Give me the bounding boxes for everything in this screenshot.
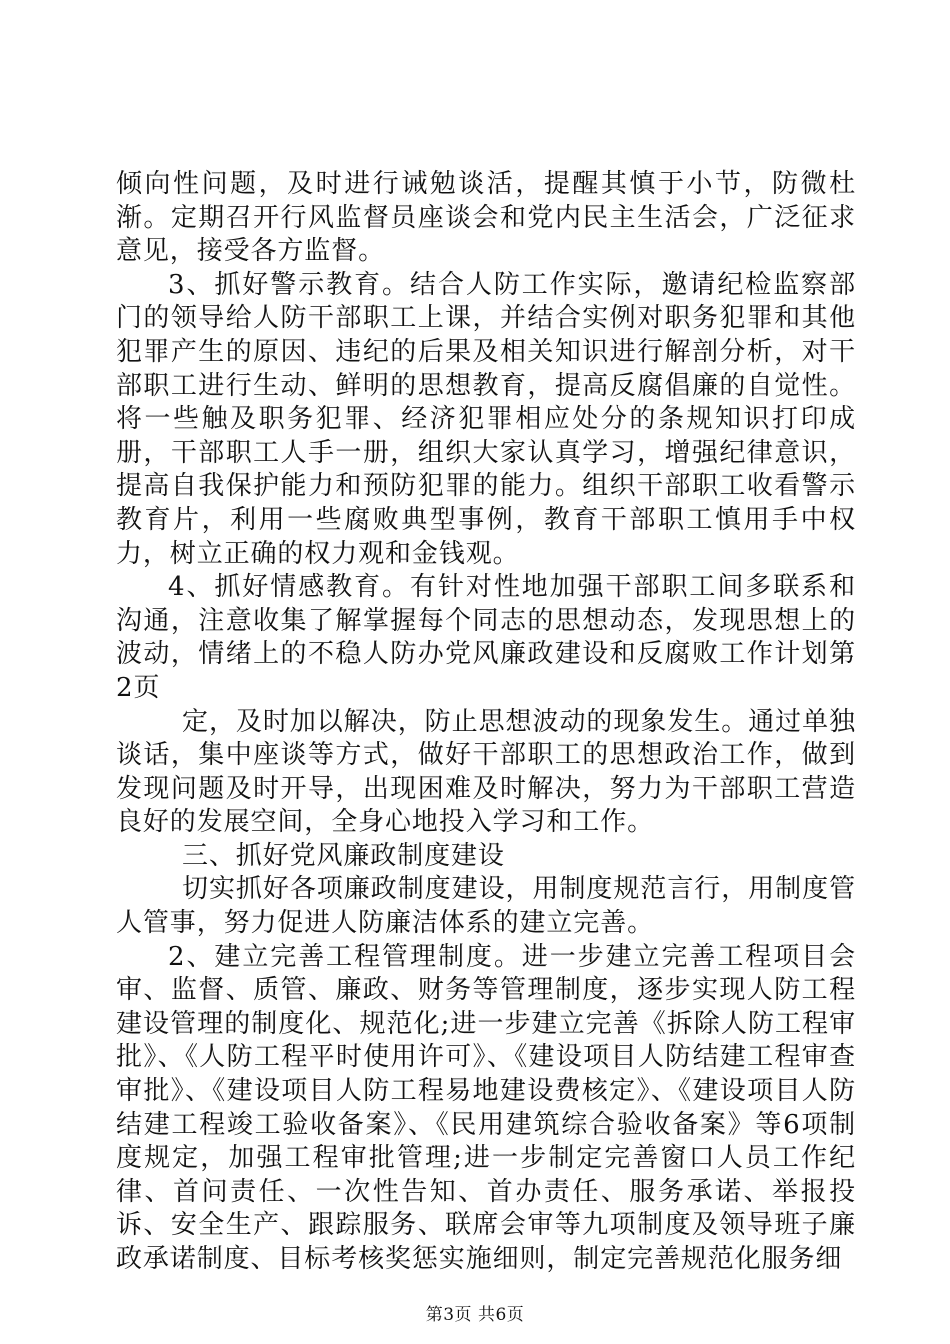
section-heading: 三、抓好党风廉政制度建设 [182, 840, 505, 871]
paragraph-4: 定，及时加以解决，防止思想波动的现象发生。通过单独谈话，集中座谈等方式，做好干部职工的思想政治工作，做到发现问题及时开导，出现困难及时解决，努力为干部职工营造良好的发展空间，全身心地投入学习和工作。 [116, 706, 856, 838]
page-footer [0, 1300, 950, 1325]
paragraph-6: 切实抓好各项廉政制度建设，用制度规范言行，用制度管人管事，努力促进人防廉洁体系的建立完善。 [116, 874, 856, 939]
page-number: 第3页 共6页 [425, 1305, 525, 1325]
paragraph-2: 3、抓好警示教育。结合人防工作实际，邀请纪检监察部门的领导给人防干部职工上课，并结合实例对职务犯罪和其他犯罪产生的原因、违纪的后果及相关知识进行解剖分析，对干部职工进行生动、鲜明的思想教育，提高反腐倡廉的自觉性。将一些触及职务犯罪、经济犯罪相应处分的条规知识打印成册，干部职工人手一册，组织大家认真学习，增强纪律意识，提高自我保护能力和预防犯罪的能力。组织干部职工收看警示教育片，利用一些腐败典型事例，教育干部职工慎用手中权力，树立正确的权力观和金钱观。 [116, 269, 856, 569]
paragraph-3: 4、抓好情感教育。有针对性地加强干部职工间多联系和沟通，注意收集了解掌握每个同志的思想动态，发现思想上的波动，情绪上的不稳人防办党风廉政建设和反腐败工作计划第2页 [116, 572, 856, 703]
document-body [116, 168, 856, 1277]
paragraph-1: 倾向性问题，及时进行诫勉谈活，提醒其慎于小节，防微杜渐。定期召开行风监督员座谈会和党内民主生活会，广泛征求意见，接受各方监督。 [116, 169, 856, 267]
paragraph-7: 2、建立完善工程管理制度。进一步建立完善工程项目会审、监督、质管、廉政、财务等管理制度，逐步实现人防工程建设管理的制度化、规范化;进一步建立完善《拆除人防工程审批》、《人防工程平时使用许可》、《建设项目人防结建工程审查审批》、《建设项目人防工程易地建设费核定》、《建设项目人防结建工程竣工验收备案》、《民用建筑综合验收备案》等6项制度规定，加强工程审批管理;进一步制定完善窗口人员工作纪律、首问责任、一次性告知、首办责任、服务承诺、举报投诉、安全生产、跟踪服务、联席会审等九项制度及领导班子廉政承诺制度、目标考核奖惩实施细则，制定完善规范化服务细 [116, 941, 856, 1274]
